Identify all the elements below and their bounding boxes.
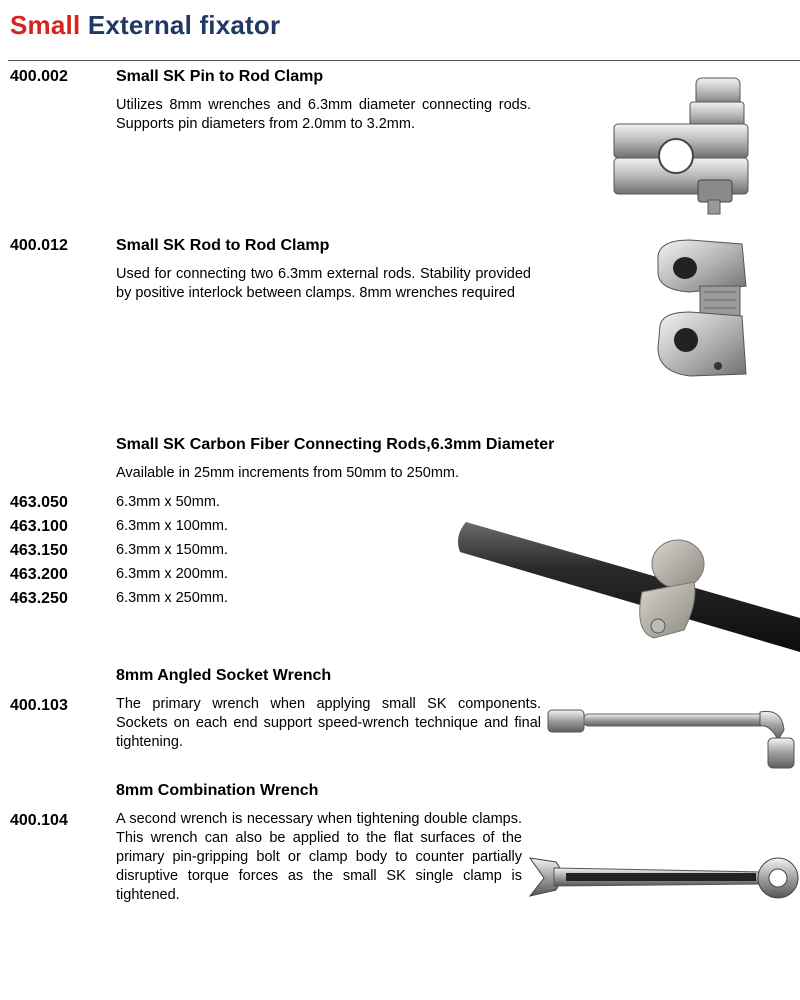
product-code: 400.002 xyxy=(10,68,68,85)
product-name: Small SK Rod to Rod Clamp xyxy=(116,237,330,254)
wrench-name: 8mm Angled Socket Wrench xyxy=(116,667,332,684)
rod-size: 6.3mm x 50mm. xyxy=(116,494,220,510)
page-title-part2: External fixator xyxy=(87,10,281,40)
title-divider xyxy=(8,60,800,61)
carbon-rod-image xyxy=(458,512,800,657)
page-title-part1: Small xyxy=(10,10,81,40)
wrench-description: A second wrench is necessary when tightening double clamps. This wrench can also be applied to the flat surfaces of the primary pin-gripping bolt or clamp body to counter partially disruptive torque forces as the small SK single clamp is tightened. xyxy=(116,811,522,903)
product-description: Utilizes 8mm wrenches and 6.3mm diameter connecting rods. Supports pin diameters from 2.0mm to 3.2mm. xyxy=(116,97,531,132)
wrench-description: The primary wrench when applying small SK components. Sockets on each end support speed-wrench technique and final tightening. xyxy=(116,696,541,750)
rod-code: 463.100 xyxy=(10,518,68,535)
page-title xyxy=(10,10,280,41)
wrench-code: 400.103 xyxy=(10,697,68,714)
rod-code: 463.050 xyxy=(10,494,68,511)
product-name: Small SK Pin to Rod Clamp xyxy=(116,68,324,85)
wrench-name: 8mm Combination Wrench xyxy=(116,782,319,799)
rod-size: 6.3mm x 100mm. xyxy=(116,518,228,534)
wrench-code: 400.104 xyxy=(10,812,68,829)
rods-title: Small SK Carbon Fiber Connecting Rods,6.3mm Diameter xyxy=(116,436,555,453)
pin-to-rod-clamp-image xyxy=(610,76,750,216)
product-code: 400.012 xyxy=(10,237,68,254)
rod-size: 6.3mm x 150mm. xyxy=(116,542,228,558)
rod-code: 463.150 xyxy=(10,542,68,559)
rods-availability: Available in 25mm increments from 50mm to 250mm. xyxy=(116,465,460,481)
combination-wrench-image xyxy=(526,850,800,906)
angled-socket-wrench-image xyxy=(546,700,800,775)
rod-code: 463.200 xyxy=(10,566,68,583)
rod-to-rod-clamp-image xyxy=(650,236,750,381)
product-description: Used for connecting two 6.3mm external rods. Stability provided by positive interlock between clamps. 8mm wrenches required xyxy=(116,266,531,301)
rod-size: 6.3mm x 250mm. xyxy=(116,590,228,606)
rod-code: 463.250 xyxy=(10,590,68,607)
rod-size: 6.3mm x 200mm. xyxy=(116,566,228,582)
